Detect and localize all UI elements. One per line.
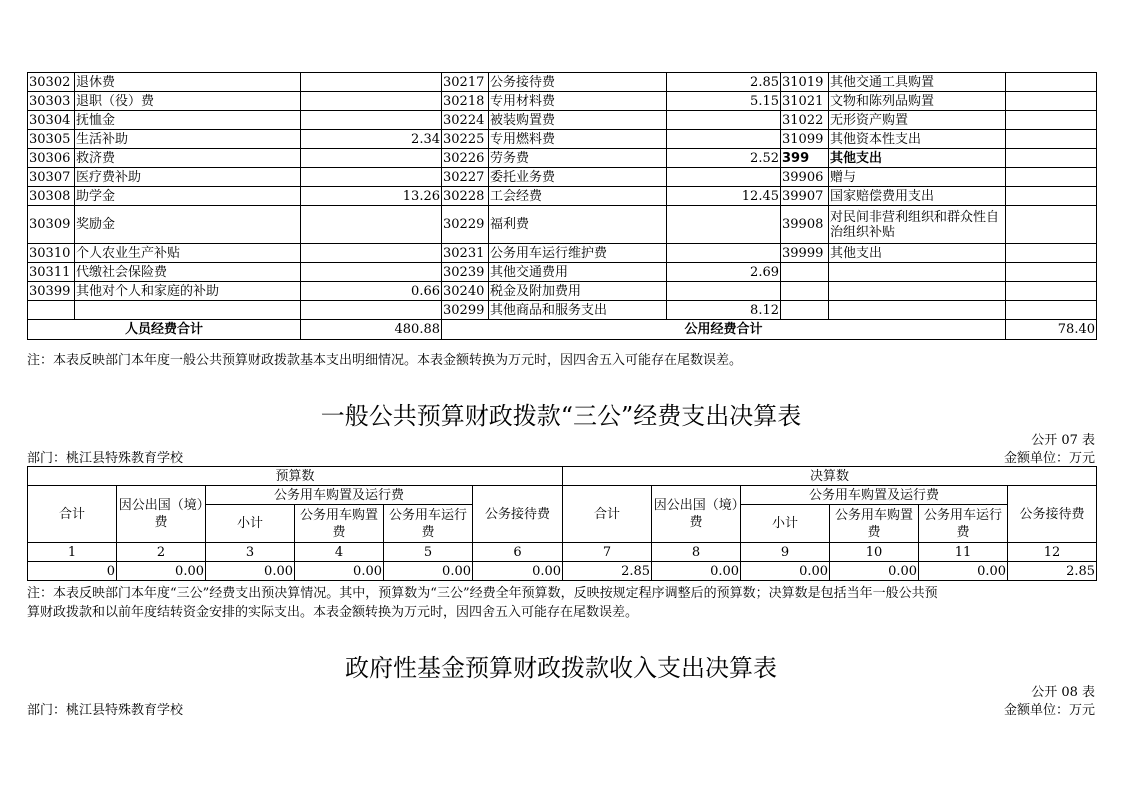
table-cell [781, 301, 829, 320]
value-cell: 0.00 [295, 562, 384, 581]
table-cell: 其他支出 [829, 149, 1006, 168]
table-cell: 30302 [28, 73, 75, 92]
total-personnel-value: 480.88 [301, 320, 442, 340]
column-number: 6 [473, 543, 563, 562]
final-total-header: 合计 [563, 486, 652, 543]
table-row [28, 111, 1097, 130]
table-row [28, 282, 1097, 301]
table-cell: 文物和陈列品购置 [829, 92, 1006, 111]
table-cell [667, 111, 781, 130]
final-car-group-header: 公务用车购置及运行费 [741, 486, 1008, 505]
basic-expenditure-rows [28, 73, 1097, 320]
table-cell: 30305 [28, 130, 75, 149]
table-cell: 31099 [781, 130, 829, 149]
table-cell: 30225 [442, 130, 489, 149]
budget-car-operation-header: 公务用车运行费 [384, 505, 473, 543]
table-cell [28, 301, 75, 320]
table-cell [1006, 263, 1097, 282]
table-cell: 30239 [442, 263, 489, 282]
table-cell [301, 206, 442, 244]
table-cell: 福利费 [489, 206, 667, 244]
table-cell: 30399 [28, 282, 75, 301]
table-cell: 其他交通费用 [489, 263, 667, 282]
department-label-gov-fund: 部门：桃江县特殊教育学校 [27, 703, 184, 718]
table-cell: 其他资本性支出 [829, 130, 1006, 149]
table-cell [1006, 149, 1097, 168]
final-reception-header: 公务接待费 [1008, 486, 1097, 543]
table-row [28, 263, 1097, 282]
column-number-row [28, 543, 1097, 562]
value-cell: 0.00 [741, 562, 830, 581]
table-cell: 39999 [781, 244, 829, 263]
table-row [28, 244, 1097, 263]
total-public-label: 公用经费合计 [442, 320, 1006, 340]
table-cell [1006, 168, 1097, 187]
table-cell [667, 244, 781, 263]
table-cell: 30299 [442, 301, 489, 320]
table-cell [1006, 130, 1097, 149]
column-number: 3 [206, 543, 295, 562]
value-cell: 0.00 [652, 562, 741, 581]
table-row [28, 168, 1097, 187]
column-number: 2 [117, 543, 206, 562]
final-abroad-header: 因公出国（境）费 [652, 486, 741, 543]
table-cell: 专用燃料费 [489, 130, 667, 149]
table-cell: 救济费 [75, 149, 301, 168]
table-cell: 专用材料费 [489, 92, 667, 111]
page-title-three-public: 一般公共预算财政拨款“三公”经费支出决算表 [320, 402, 802, 430]
column-number: 9 [741, 543, 830, 562]
table-cell: 30309 [28, 206, 75, 244]
table-cell: 30307 [28, 168, 75, 187]
note-three-public-line1: 注：本表反映部门本年度“三公”经费支出预决算情况。其中，预算数为“三公”经费全年预算数，反映按规定程序调整后的预算数；决算数是包括当年一般公共预 [27, 586, 938, 601]
table-cell: 39908 [781, 206, 829, 244]
table-cell: 30218 [442, 92, 489, 111]
budget-total-header: 合计 [28, 486, 117, 543]
final-subtotal-header: 小计 [741, 505, 830, 543]
table-cell: 0.66 [301, 282, 442, 301]
table-cell [667, 168, 781, 187]
budget-car-group-header: 公务用车购置及运行费 [206, 486, 473, 505]
table-cell: 30224 [442, 111, 489, 130]
table-cell [667, 130, 781, 149]
table-cell: 公务用车运行维护费 [489, 244, 667, 263]
table-cell: 2.85 [667, 73, 781, 92]
table-cell: 抚恤金 [75, 111, 301, 130]
table-cell [1006, 282, 1097, 301]
unit-label-gov-fund: 金额单位：万元 [1003, 703, 1095, 718]
table-cell: 赠与 [829, 168, 1006, 187]
table-cell: 劳务费 [489, 149, 667, 168]
table-cell: 税金及附加费用 [489, 282, 667, 301]
table-cell [75, 301, 301, 320]
value-cell: 2.85 [563, 562, 652, 581]
table-cell: 12.45 [667, 187, 781, 206]
table-cell [301, 244, 442, 263]
table-cell: 退职（役）费 [75, 92, 301, 111]
table-cell [301, 263, 442, 282]
table-row [28, 206, 1097, 244]
table-cell [1006, 244, 1097, 263]
final-header: 决算数 [563, 467, 1097, 486]
table-cell: 被装购置费 [489, 111, 667, 130]
budget-car-purchase-header: 公务用车购置费 [295, 505, 384, 543]
table-cell [829, 282, 1006, 301]
table-cell: 国家赔偿费用支出 [829, 187, 1006, 206]
table-cell: 退休费 [75, 73, 301, 92]
table-cell [829, 301, 1006, 320]
table-cell: 30306 [28, 149, 75, 168]
table-cell: 其他商品和服务支出 [489, 301, 667, 320]
table-cell [301, 92, 442, 111]
table-cell: 生活补助 [75, 130, 301, 149]
budget-reception-header: 公务接待费 [473, 486, 563, 543]
table-row [28, 149, 1097, 168]
value-cell: 2.85 [1008, 562, 1097, 581]
final-car-purchase-header: 公务用车购置费 [830, 505, 919, 543]
table-cell: 5.15 [667, 92, 781, 111]
value-cell: 0.00 [473, 562, 563, 581]
total-row [28, 320, 1097, 340]
table-cell [1006, 111, 1097, 130]
table-cell [1006, 206, 1097, 244]
table-cell: 30311 [28, 263, 75, 282]
column-number: 10 [830, 543, 919, 562]
table-cell: 30227 [442, 168, 489, 187]
basic-expenditure-table [27, 72, 1097, 340]
table-cell: 30229 [442, 206, 489, 244]
table-cell: 30303 [28, 92, 75, 111]
note-three-public-line2: 算财政拨款和以前年度结转资金安排的实际支出。本表金额转换为万元时，因四舍五入可能存在尾数误差。 [27, 605, 639, 620]
column-number: 5 [384, 543, 473, 562]
table-cell: 对民间非营利组织和群众性自治组织补贴 [829, 206, 1006, 244]
table-cell: 其他支出 [829, 244, 1006, 263]
table-cell: 无形资产购置 [829, 111, 1006, 130]
table-cell [1006, 301, 1097, 320]
table-cell: 2.34 [301, 130, 442, 149]
value-cell: 0.00 [830, 562, 919, 581]
department-label: 部门：桃江县特殊教育学校 [27, 451, 184, 466]
table-cell: 助学金 [75, 187, 301, 206]
table-cell: 30231 [442, 244, 489, 263]
table-cell: 30226 [442, 149, 489, 168]
table-cell [781, 282, 829, 301]
table-cell: 代缴社会保险费 [75, 263, 301, 282]
table-cell: 委托业务费 [489, 168, 667, 187]
header-row-1 [28, 467, 1097, 486]
table-cell: 31019 [781, 73, 829, 92]
table-cell [301, 168, 442, 187]
table-cell: 2.69 [667, 263, 781, 282]
column-number: 8 [652, 543, 741, 562]
three-public-table [27, 466, 1097, 581]
column-number: 11 [919, 543, 1008, 562]
value-row [28, 562, 1097, 581]
value-cell: 0 [28, 562, 117, 581]
table-cell: 399 [781, 149, 829, 168]
table-cell: 31021 [781, 92, 829, 111]
header-row-2 [28, 486, 1097, 505]
table-cell [301, 301, 442, 320]
table-cell: 31022 [781, 111, 829, 130]
table-cell [301, 149, 442, 168]
total-personnel-label: 人员经费合计 [28, 320, 301, 340]
table-cell: 30240 [442, 282, 489, 301]
table-row [28, 73, 1097, 92]
table-cell: 其他对个人和家庭的补助 [75, 282, 301, 301]
table-row [28, 130, 1097, 149]
table-cell: 30304 [28, 111, 75, 130]
budget-header: 预算数 [28, 467, 563, 486]
table-cell [1006, 73, 1097, 92]
table-cell: 个人农业生产补贴 [75, 244, 301, 263]
unit-label: 金额单位：万元 [1003, 451, 1095, 466]
table-cell [667, 206, 781, 244]
column-number: 4 [295, 543, 384, 562]
table-cell: 39906 [781, 168, 829, 187]
column-number: 7 [563, 543, 652, 562]
table-number-08: 公开 08 表 [1031, 685, 1095, 700]
table-cell: 8.12 [667, 301, 781, 320]
table-cell: 30310 [28, 244, 75, 263]
budget-subtotal-header: 小计 [206, 505, 295, 543]
table-cell: 工会经费 [489, 187, 667, 206]
table-cell [667, 282, 781, 301]
value-cell: 0.00 [384, 562, 473, 581]
table-cell: 13.26 [301, 187, 442, 206]
table-cell: 2.52 [667, 149, 781, 168]
table-cell: 其他交通工具购置 [829, 73, 1006, 92]
value-cell: 0.00 [206, 562, 295, 581]
table-cell [301, 73, 442, 92]
table-cell [781, 263, 829, 282]
page-title-gov-fund: 政府性基金预算财政拨款收入支出决算表 [345, 654, 777, 682]
table-cell [1006, 92, 1097, 111]
table-row [28, 301, 1097, 320]
column-number: 12 [1008, 543, 1097, 562]
table-number-07: 公开 07 表 [1031, 433, 1095, 448]
table-cell: 30228 [442, 187, 489, 206]
table-cell: 奖励金 [75, 206, 301, 244]
table-cell: 医疗费补助 [75, 168, 301, 187]
table-row [28, 92, 1097, 111]
budget-abroad-header: 因公出国（境）费 [117, 486, 206, 543]
value-cell: 0.00 [919, 562, 1008, 581]
table-cell: 39907 [781, 187, 829, 206]
table-cell: 公务接待费 [489, 73, 667, 92]
table-cell: 30217 [442, 73, 489, 92]
value-cell: 0.00 [117, 562, 206, 581]
table-row [28, 187, 1097, 206]
total-public-value: 78.40 [1006, 320, 1097, 340]
column-number: 1 [28, 543, 117, 562]
note-basic-expenditure: 注：本表反映部门本年度一般公共预算财政拨款基本支出明细情况。本表金额转换为万元时，因四舍五入可能存在尾数误差。 [27, 353, 743, 368]
table-cell [301, 111, 442, 130]
table-cell [1006, 187, 1097, 206]
table-cell [829, 263, 1006, 282]
table-cell: 30308 [28, 187, 75, 206]
final-car-operation-header: 公务用车运行费 [919, 505, 1008, 543]
